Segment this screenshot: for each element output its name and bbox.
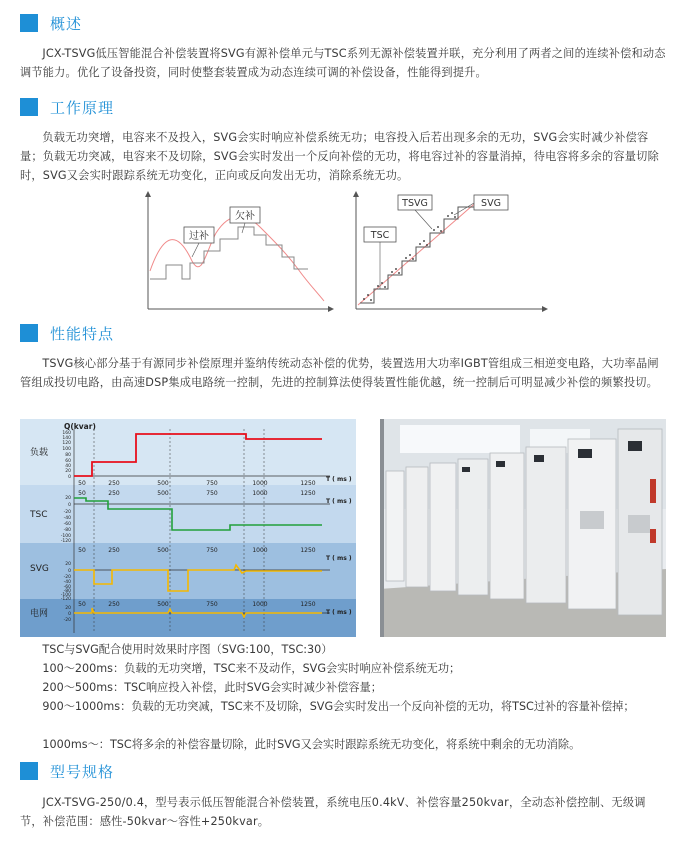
svg-text:-20: -20 xyxy=(63,510,71,515)
svg-text:0: 0 xyxy=(68,503,71,508)
time-unit-label: T ( ms ) xyxy=(326,609,352,616)
switchgear-cabinets-photo xyxy=(380,419,666,637)
svg-text:140: 140 xyxy=(62,436,71,441)
svg-text:0: 0 xyxy=(68,612,71,617)
time-tick-label: 1000 xyxy=(252,601,268,608)
timing-caption: TSC与SVG配合使用时效果时序图（SVG:100，TSC:30） xyxy=(42,643,333,656)
svg-text:-20: -20 xyxy=(63,575,71,580)
timing-chart xyxy=(20,419,356,637)
row-label-tsc: TSC xyxy=(30,510,48,520)
time-tick-label: 1250 xyxy=(300,480,316,487)
time-tick-label: 500 xyxy=(157,490,169,497)
section-title: 型号规格 xyxy=(50,762,115,781)
time-unit-label: T ( ms ) xyxy=(326,555,352,562)
section-header-features xyxy=(20,322,114,344)
svg-text:-120: -120 xyxy=(60,597,71,602)
section-header-principle xyxy=(20,96,114,118)
principle-text: 负载无功突增，电容来不及投入，SVG会实时响应补偿系统无功；电容投入后若出现多余的无功，SVG会实时减少补偿容量；负载无功突减，电容来不及切除，SVG会实时发出一个反向补偿的无功，将电容过补的容量消掉，待电容将多余的容量切除时，SVG又会实时跟踪系统无功变化，正向或反向发出无功，消除系统无功。 xyxy=(20,131,659,182)
section-marker-icon xyxy=(20,324,38,342)
model-text: JCX-TSVG-250/0.4，型号表示低压智能混合补偿装置，系统电压0.4kV、补偿容量250kvar，全动态补偿控制、无级调节，补偿范围：感性-50kvar～容性+250kvar。 xyxy=(20,796,646,828)
tsc-staircase xyxy=(360,207,476,303)
svg-text:60: 60 xyxy=(65,459,71,464)
time-tick-label: 1250 xyxy=(300,547,316,554)
time-tick-label: 500 xyxy=(157,547,169,554)
y-axis-title: Q(kvar) xyxy=(64,422,96,431)
svg-fill-dots xyxy=(363,212,456,301)
section-title: 概述 xyxy=(50,14,83,33)
time-tick-label: 1000 xyxy=(252,547,268,554)
time-tick-label: 250 xyxy=(108,480,120,487)
time-tick-label: 750 xyxy=(206,490,218,497)
svg-text:-100: -100 xyxy=(60,534,71,539)
svg-text:-120: -120 xyxy=(60,539,71,544)
section-header-model xyxy=(20,760,114,782)
principle-diagram xyxy=(142,191,552,312)
time-tick-label: 250 xyxy=(108,490,120,497)
time-tick-label: 500 xyxy=(157,601,169,608)
row-label-grid: 电网 xyxy=(30,609,49,619)
section-title: 工作原理 xyxy=(50,98,115,117)
svg-text:-80: -80 xyxy=(63,589,71,594)
timing-item-1: 100～200ms：负载的无功突增，TSC来不及动作，SVG会实时响应补偿系统无功； xyxy=(42,662,461,675)
section-marker-icon xyxy=(20,14,38,32)
svg-text:20: 20 xyxy=(65,562,71,567)
svg-text:-100: -100 xyxy=(60,593,71,598)
left-chart xyxy=(145,191,334,312)
svg-label: SVG xyxy=(481,198,501,209)
svg-text:0: 0 xyxy=(68,569,71,574)
tsc-label: TSC xyxy=(370,230,390,241)
right-chart xyxy=(353,191,548,312)
time-tick-label: 250 xyxy=(108,601,120,608)
svg-text:20: 20 xyxy=(65,606,71,611)
time-unit-label: T ( ms ) xyxy=(326,498,352,505)
section-marker-icon xyxy=(20,98,38,116)
overview-text: JCX-TSVG低压智能混合补偿装置将SVG有源补偿单元与TSC系列无源补偿装置并联，充分利用了两者之间的连续补偿和动态调节能力。优化了设备投资，同时使整套装置成为动态连续可调的补偿设备，性能得到提升。 xyxy=(20,47,666,79)
svg-text:0: 0 xyxy=(68,475,71,480)
svg-text:100: 100 xyxy=(62,447,71,452)
svg-text:40: 40 xyxy=(65,464,71,469)
svg-text:80: 80 xyxy=(65,453,71,458)
timing-item-3: 900～1000ms：负载的无功突减，TSC来不及切除，SVG会实时发出一个反向补偿的无功，将TSC过补的容量补偿掉； xyxy=(42,700,635,713)
time-tick-label: 1250 xyxy=(300,490,316,497)
svg-text:-60: -60 xyxy=(63,585,71,590)
row-label-load: 负载 xyxy=(30,448,49,458)
timing-item-2: 200～500ms：TSC响应投入补偿，此时SVG会实时减少补偿容量； xyxy=(42,681,382,694)
svg-text:-40: -40 xyxy=(63,580,71,585)
time-tick-label: 50 xyxy=(78,601,86,608)
over-comp-label: 过补 xyxy=(189,231,209,242)
timing-item-4: 1000ms～：TSC将多余的补偿容量切除，此时SVG又会实时跟踪系统无功变化，将系统中剩余的无功消除。 xyxy=(42,738,581,751)
time-tick-label: 50 xyxy=(78,480,86,487)
time-tick-label: 50 xyxy=(78,490,86,497)
tsvg-label: TSVG xyxy=(402,198,428,209)
row-label-svg: SVG xyxy=(30,564,49,574)
svg-text:160: 160 xyxy=(62,431,71,436)
features-text: TSVG核心部分基于有源同步补偿原理并鉴纳传统动态补偿的优势，装置选用大功率IGBT管组成三相逆变电路，大功率晶闸管组成投切电路，由高速DSP集成电路统一控制，先进的控制算法使得装置性能优越，统一控制后可明显减少补偿的频繁投切。 xyxy=(20,357,659,389)
time-tick-label: 500 xyxy=(157,480,169,487)
svg-text:-20: -20 xyxy=(63,618,71,623)
section-title: 性能特点 xyxy=(50,324,115,343)
time-tick-label: 750 xyxy=(206,480,218,487)
svg-text:120: 120 xyxy=(62,441,71,446)
time-tick-label: 50 xyxy=(78,547,86,554)
svg-text:-40: -40 xyxy=(63,516,71,521)
time-tick-label: 250 xyxy=(108,547,120,554)
svg-text:-60: -60 xyxy=(63,522,71,527)
time-tick-label: 1000 xyxy=(252,490,268,497)
time-tick-label: 750 xyxy=(206,601,218,608)
svg-text:-80: -80 xyxy=(63,528,71,533)
svg-text:20: 20 xyxy=(65,496,71,501)
svg-text:20: 20 xyxy=(65,469,71,474)
demand-curve xyxy=(150,216,324,301)
under-comp-label: 欠补 xyxy=(235,211,255,222)
time-tick-label: 1250 xyxy=(300,601,316,608)
section-header-overview xyxy=(20,12,82,34)
time-unit-label: T ( ms ) xyxy=(326,476,352,483)
time-tick-label: 750 xyxy=(206,547,218,554)
time-tick-label: 1000 xyxy=(252,480,268,487)
section-marker-icon xyxy=(20,762,38,780)
